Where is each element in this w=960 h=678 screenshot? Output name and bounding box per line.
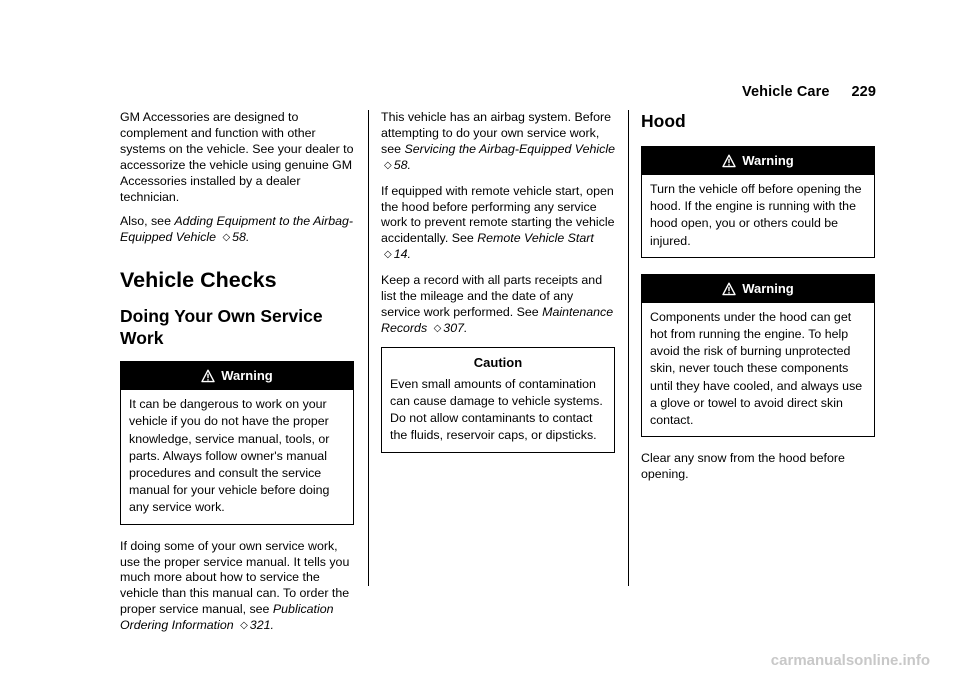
xref-page[interactable]: 58. <box>232 230 250 245</box>
warning-header <box>642 147 874 175</box>
column-3 <box>641 110 875 492</box>
warning-box <box>120 361 354 524</box>
xref-page[interactable]: 307. <box>443 320 468 335</box>
warning-box <box>641 146 875 258</box>
airbag-text: This vehicle has an airbag system. Before attempting to do your own service work, see <box>381 110 612 156</box>
records-paragraph <box>381 273 615 338</box>
heading-hood: Hood <box>641 111 686 131</box>
warning-triangle-icon <box>201 369 215 383</box>
warning-text: Components under the hood can get hot from running the engine. To help avoid the risk of burning unprotected skin, never touch these components until they have cooled, and always use a glove or towel to avoid direct skin contact. <box>650 309 863 428</box>
caution-label: Caution <box>473 354 523 370</box>
caution-box <box>381 347 615 453</box>
watermark: carmanualsonline.info <box>770 652 930 669</box>
remote-start-paragraph <box>381 184 615 265</box>
snow-paragraph: Clear any snow from the hood before opening. <box>641 451 845 482</box>
column-divider <box>628 110 629 586</box>
page-ref-icon: ◇ <box>433 322 442 334</box>
warning-box <box>641 274 875 437</box>
section-title: Vehicle Care <box>742 84 830 100</box>
remote-start-text: If equipped with remote vehicle start, open the hood before performing any service work to prevent remote starting the vehicle accidentally. See <box>381 183 615 246</box>
warning-label: Warning <box>742 153 794 168</box>
also-see-paragraph <box>120 214 354 247</box>
xref-page[interactable]: 321. <box>249 618 274 633</box>
page-ref-icon: ◇ <box>384 249 392 261</box>
warning-text: Turn the vehicle off before opening the hood. If the engine is running with the hood open, you or others could be injured. <box>650 182 862 248</box>
page-number: 229 <box>851 84 876 100</box>
also-see-prefix: Also, see <box>120 214 171 229</box>
xref-page[interactable]: 14. <box>393 247 411 262</box>
page-ref-icon: ◇ <box>222 232 231 244</box>
column-2 <box>381 110 615 467</box>
running-header <box>742 84 876 100</box>
xref-adding-equipment-link[interactable]: Adding Equipment to the Airbag-Equipped Vehicle <box>120 214 354 245</box>
warning-label: Warning <box>221 368 273 384</box>
warning-header <box>642 275 874 303</box>
heading-vehicle-checks: Vehicle Checks <box>120 268 277 293</box>
service-manual-paragraph <box>120 539 354 635</box>
xref-remote-vehicle-start-link[interactable]: Remote Vehicle Start <box>477 231 594 246</box>
warning-triangle-icon <box>722 282 736 296</box>
warning-label: Warning <box>742 280 794 296</box>
xref-maintenance-records-link[interactable]: Maintenance Records <box>381 304 614 335</box>
service-manual-text: If doing some of your own service work, use the proper service manual. It tells you much more about how to service the vehicle than this manual can. To order the proper service manual, see <box>120 538 350 617</box>
xref-servicing-airbag-link[interactable]: Servicing the Airbag-Equipped Vehicle <box>404 141 615 156</box>
warning-header <box>121 362 353 390</box>
page-ref-icon: ◇ <box>240 620 248 632</box>
page-ref-icon: ◇ <box>384 159 392 171</box>
accessories-paragraph: GM Accessories are designed to complement and function with other systems on the vehicle. See your dealer to accessorize the vehicle using genuine GM Accessories installed by a dealer technician. <box>120 110 354 204</box>
airbag-paragraph <box>381 110 615 175</box>
caution-text: Even small amounts of contamination can cause damage to vehicle systems. Do not allow contaminants to contact the fluids, reservoir caps, or dipsticks. <box>390 376 603 443</box>
column-divider <box>368 110 369 586</box>
records-text: Keep a record with all parts receipts and list the mileage and the date of any service work performed. See <box>381 273 603 319</box>
column-1 <box>120 110 354 644</box>
xref-publication-ordering-link[interactable]: Publication Ordering Information <box>120 602 334 633</box>
warning-text: It can be dangerous to work on your vehicle if you do not have the proper knowledge, service manual, tools, or parts. Always follow owner's manual procedures and consult the service manual for your vehicle before doing any service work. <box>129 397 330 515</box>
xref-page[interactable]: 58. <box>393 157 411 172</box>
heading-doing-own-service-work: Doing Your Own Service Work <box>120 306 323 349</box>
warning-triangle-icon <box>722 154 736 168</box>
